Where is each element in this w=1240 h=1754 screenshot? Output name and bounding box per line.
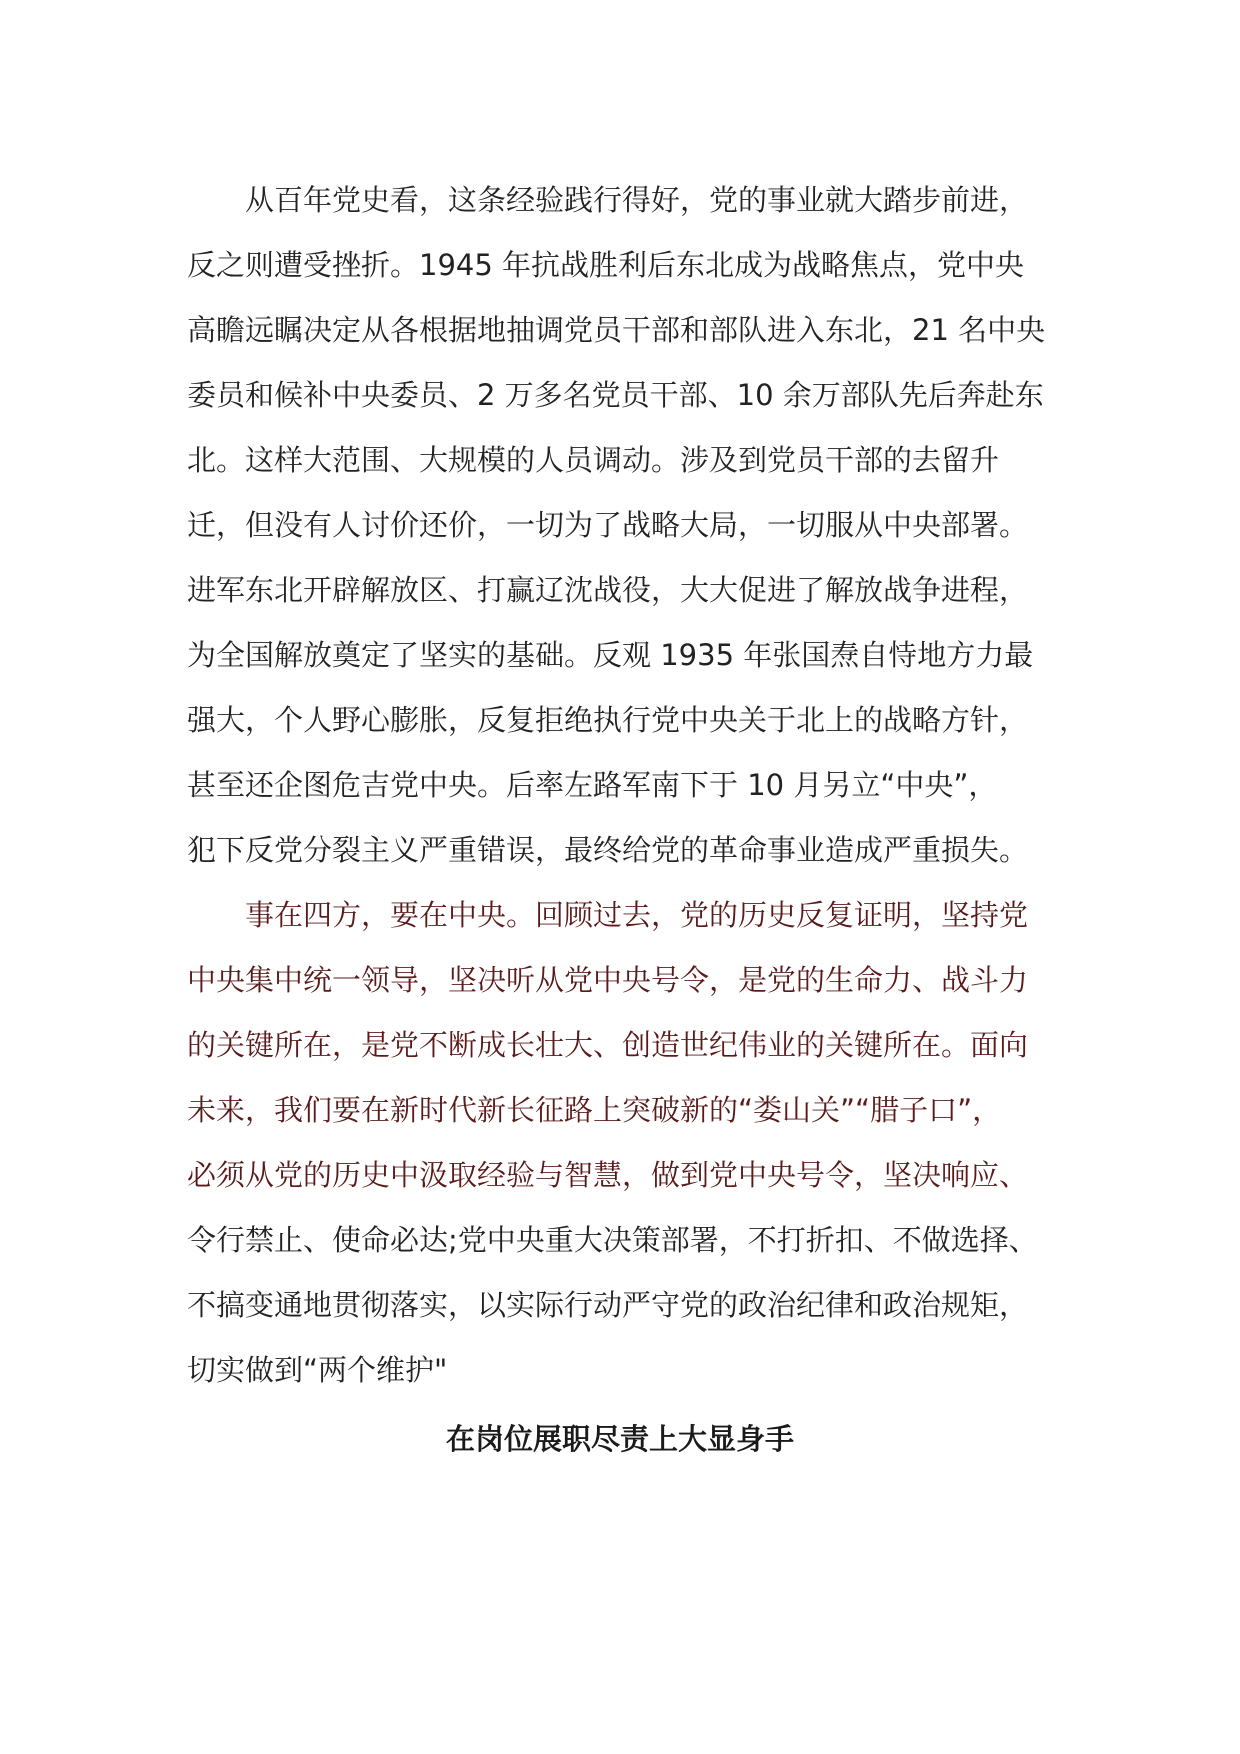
paragraph-1-line-4: 委员和候补中央委员、2 万多名党员干部、10 余万部队先后奔赴东 [187,378,1044,412]
paragraph-2-line-4: 未来，我们要在新时代新长征路上突破新的“娄山关”“腊子口”， [187,1093,1002,1127]
paragraph-1-line-1: 从百年党史看，这条经验践行得好，党的事业就大踏步前进， [245,183,1029,217]
section-heading: 在岗位展职尽责上大显身手 [445,1422,794,1456]
paragraph-2-line-2: 中央集中统一领导，坚决听从党中央号令，是党的生命力、战斗力 [187,963,1029,997]
paragraph-1-line-5: 北。这样大范围、大规模的人员调动。涉及到党员干部的去留升 [187,443,1000,477]
paragraph-2-line-1: 事在四方，要在中央。回顾过去，党的历史反复证明，坚持党 [245,898,1029,932]
paragraph-2-line-3: 的关键所在，是党不断成长壮大、创造世纪伟业的关键所在。面向 [187,1028,1029,1062]
paragraph-1-line-10: 甚至还企图危吉党中央。后率左路军南下于 10 月另立“中央”， [187,768,998,802]
paragraph-1-line-6: 迁，但没有人讨价还价，一切为了战略大局，一切服从中央部署。 [187,508,1029,542]
paragraph-1-line-9: 强大，个人野心膨胀，反复拒绝执行党中央关于北上的战略方针， [187,703,1029,737]
paragraph-2-line-5: 必须从党的历史中汲取经验与智慧，做到党中央号令，坚决响应、 [187,1158,1029,1192]
paragraph-3-line-3: 切实做到“两个维护" [187,1353,448,1387]
paragraph-1-line-11: 犯下反党分裂主义严重错误，最终给党的革命事业造成严重损失。 [187,833,1029,867]
paragraph-1-line-8: 为全国解放奠定了坚实的基础。反观 1935 年张国焘自恃地方力最 [187,638,1034,672]
paragraph-3-line-2: 不搞变通地贯彻落实，以实际行动严守党的政治纪律和政治规矩， [187,1288,1029,1322]
paragraph-1-line-3: 高瞻远瞩决定从各根据地抽调党员干部和部队进入东北，21 名中央 [187,313,1046,347]
paragraph-1-line-7: 进军东北开辟解放区、打赢辽沈战役，大大促进了解放战争进程， [187,573,1029,607]
body-text [187,168,1067,1403]
paragraph-1-line-2: 反之则遭受挫折。1945 年抗战胜利后东北成为战略焦点，党中央 [187,248,1025,282]
paragraph-3-line-1: 令行禁止、使命必达;党中央重大决策部署，不打折扣、不做选择、 [187,1223,1038,1257]
